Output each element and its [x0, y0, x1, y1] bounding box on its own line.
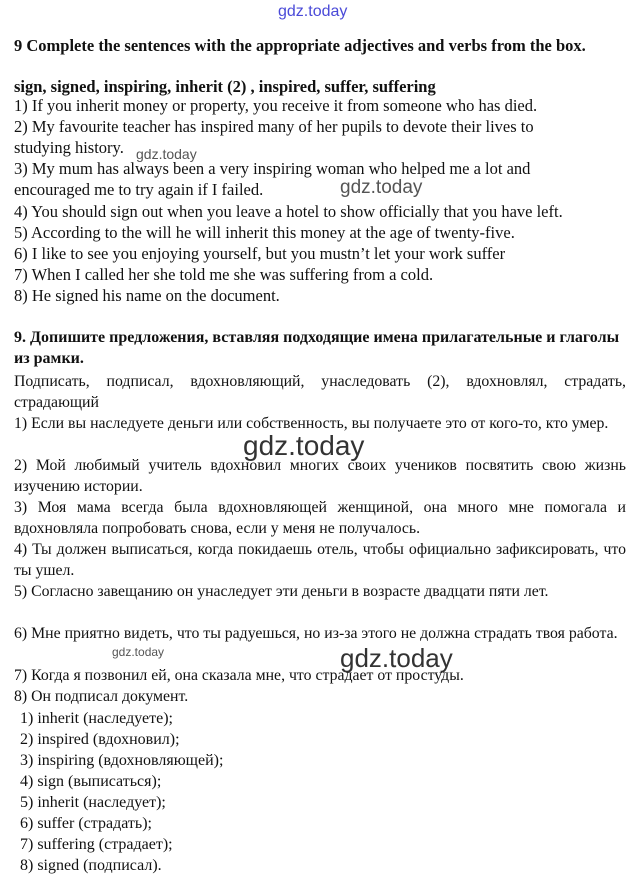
sentence-en: 6) I like to see you enjoying yourself, but you mustn’t let your work suffer: [14, 244, 506, 263]
answer-item: 2) inspired (вдохновил);: [20, 731, 180, 748]
sentence-en: encouraged me to try again if I failed.: [14, 180, 264, 199]
answer-item: 7) suffering (страдает);: [20, 836, 173, 853]
answer-item: 8) signed (подписал).: [20, 857, 162, 874]
exercise-title-ru: 9. Допишите предложения, вставляя подходящие имена прилагательные и глаголы из рамки.: [14, 329, 620, 367]
sentence-ru: 5) Согласно завещанию он унаследует эти деньги в возрасте двадцати пяти лет.: [14, 583, 549, 600]
sentence-en: studying history.: [14, 138, 124, 157]
word-box-en: sign, signed, inspiring, inherit (2) , inspired, suffer, suffering: [14, 77, 436, 96]
answer-item: 1) inherit (наследуете);: [20, 710, 173, 727]
watermark: gdz.today: [112, 645, 165, 659]
sentence-ru: 8) Он подписал документ.: [14, 688, 189, 705]
watermark: gdz.today: [136, 146, 197, 162]
sentence-en: 8) He signed his name on the document.: [14, 286, 280, 305]
sentence-ru: 4) Ты должен выписаться, когда покидаешь отель, чтобы официально зафиксировать, что ты ушел.: [14, 541, 626, 579]
sentence-en: 1) If you inherit money or property, you receive it from someone who has died.: [14, 96, 538, 115]
sentence-en: 7) When I called her she told me she was suffering from a cold.: [14, 265, 434, 284]
answer-item: 5) inherit (наследует);: [20, 794, 166, 811]
watermark: gdz.today: [340, 177, 423, 198]
exercise-title-en: 9 Complete the sentences with the appropriate adjectives and verbs from the box.: [14, 36, 586, 55]
sentence-en: 5) According to the will he will inherit this money at the age of twenty-five.: [14, 223, 515, 242]
sentence-ru: 3) Моя мама всегда была вдохновляющей женщиной, она много мне помогала и вдохновляла попробовать снова, если у меня не получалось.: [14, 499, 626, 537]
watermark: gdz.today: [243, 430, 365, 461]
sentence-ru: 7) Когда я позвонил ей, она сказала мне, что страдает от простуды.: [14, 667, 464, 684]
sentence-ru: 1) Если вы наследуете деньги или собственность, вы получаете это от кого-то, кто умер.: [14, 415, 609, 432]
sentence-en: 3) My mum has always been a very inspiring woman who helped me a lot and: [14, 159, 531, 178]
answer-item: 3) inspiring (вдохновляющей);: [20, 752, 224, 769]
sentence-en: 4) You should sign out when you leave a hotel to show officially that you have left.: [14, 202, 563, 221]
watermark: gdz.today: [340, 643, 453, 673]
sentence-en: 2) My favourite teacher has inspired many of her pupils to devote their lives to: [14, 117, 534, 136]
answer-item: 4) sign (выписаться);: [20, 773, 162, 790]
sentence-ru: 2) Мой любимый учитель вдохновил многих своих учеников посвятить свою жизнь изучению истории.: [14, 457, 626, 495]
word-box-ru: Подписать, подписал, вдохновляющий, унаследовать (2), вдохновлял, страдать, страдающий: [14, 373, 626, 411]
answer-item: 6) suffer (страдать);: [20, 815, 152, 832]
watermark: gdz.today: [278, 3, 348, 20]
sentence-ru: 6) Мне приятно видеть, что ты радуешься, но из-за этого не должна страдать твоя работа.: [14, 625, 618, 642]
